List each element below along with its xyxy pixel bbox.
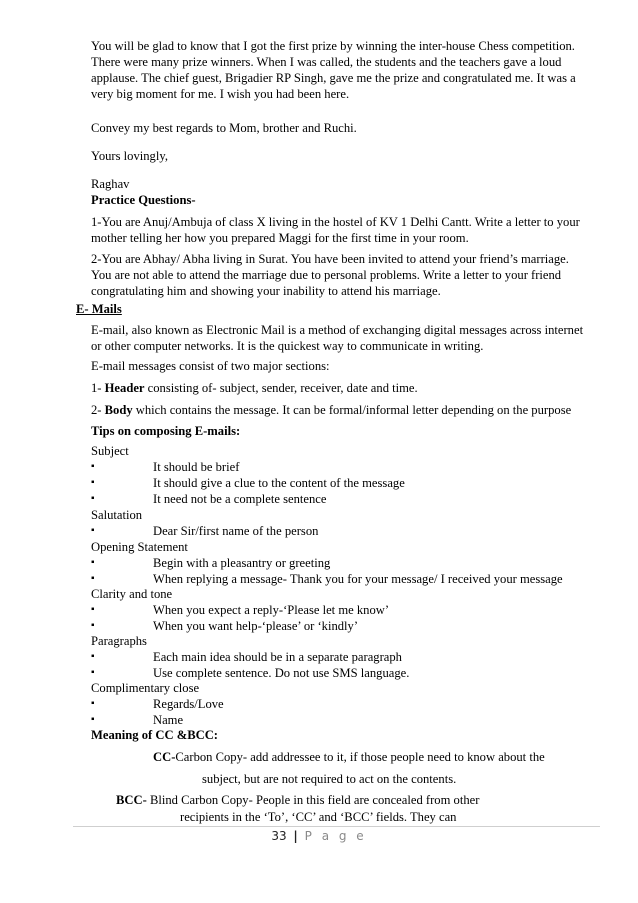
tip-item: Each main idea should be in a separate paragraph bbox=[153, 650, 402, 664]
bcc-definition-line: BCC- Blind Carbon Copy- People in this field are concealed from other bbox=[116, 793, 480, 807]
page-number: 33 bbox=[271, 829, 287, 843]
page-footer bbox=[0, 829, 638, 843]
practice-question-line: 2-You are Abhay/ Abha living in Surat. You have been invited to attend your friend’s marriage. bbox=[91, 252, 569, 266]
square-bullet-icon: ▪ bbox=[91, 667, 95, 678]
square-bullet-icon: ▪ bbox=[91, 461, 95, 472]
emails-intro-line: or other computer networks. It is the quickest way to communicate in writing. bbox=[91, 339, 484, 353]
letter-regards: Convey my best regards to Mom, brother and Ruchi. bbox=[91, 121, 357, 135]
cc-definition-line: CC-Carbon Copy- add addressee to it, if those people need to know about the bbox=[153, 750, 545, 764]
letter-closing: Yours lovingly, bbox=[91, 149, 168, 163]
tip-group-title: Salutation bbox=[91, 508, 143, 522]
tip-item: It should give a clue to the content of the message bbox=[153, 476, 405, 490]
footer-separator: | bbox=[293, 829, 298, 843]
square-bullet-icon: ▪ bbox=[91, 493, 95, 504]
letter-paragraph-line: You will be glad to know that I got the first prize by winning the inter-house Chess competition. bbox=[91, 39, 575, 53]
tip-item: Dear Sir/first name of the person bbox=[153, 524, 319, 538]
page-label: P a g e bbox=[304, 829, 367, 843]
tip-item: When you expect a reply-‘Please let me know’ bbox=[153, 603, 390, 617]
tip-item: When you want help-‘please’ or ‘kindly’ bbox=[153, 619, 359, 633]
square-bullet-icon: ▪ bbox=[91, 477, 95, 488]
tip-item: When replying a message- Thank you for your message/ I received your message bbox=[153, 572, 563, 586]
letter-signature: Raghav bbox=[91, 177, 130, 191]
emails-body-line: 2- Body which contains the message. It can be formal/informal letter depending on the purpose bbox=[91, 403, 572, 417]
bcc-definition-line: recipients in the ‘To’, ‘CC’ and ‘BCC’ fields. They can bbox=[180, 810, 457, 824]
tip-group-title: Opening Statement bbox=[91, 540, 188, 554]
square-bullet-icon: ▪ bbox=[91, 525, 95, 536]
square-bullet-icon: ▪ bbox=[91, 698, 95, 709]
square-bullet-icon: ▪ bbox=[91, 557, 95, 568]
letter-paragraph-line: applause. The chief guest, Brigadier RP Singh, gave me the prize and congratulated me. It was a bbox=[91, 71, 576, 85]
square-bullet-icon: ▪ bbox=[91, 651, 95, 662]
emails-heading: E- Mails bbox=[76, 302, 122, 316]
cc-definition-line: subject, but are not required to act on the contents. bbox=[202, 772, 457, 786]
tip-group-title: Complimentary close bbox=[91, 681, 200, 695]
tip-item: Begin with a pleasantry or greeting bbox=[153, 556, 331, 570]
practice-heading: Practice Questions- bbox=[91, 193, 196, 207]
tip-item: Name bbox=[153, 713, 184, 727]
tip-item: Regards/Love bbox=[153, 697, 224, 711]
practice-question-line: congratulating him and showing your inability to attend his marriage. bbox=[91, 284, 441, 298]
square-bullet-icon: ▪ bbox=[91, 573, 95, 584]
practice-question-line: 1-You are Anuj/Ambuja of class X living in the hostel of KV 1 Delhi Cantt. Write a letter to your bbox=[91, 215, 580, 229]
emails-header-line: 1- Header consisting of- subject, sender, receiver, date and time. bbox=[91, 381, 418, 395]
square-bullet-icon: ▪ bbox=[91, 604, 95, 615]
tip-group-title: Paragraphs bbox=[91, 634, 147, 648]
footer-divider bbox=[73, 826, 600, 827]
tip-item: It should be brief bbox=[153, 460, 240, 474]
practice-question-line: mother telling her how you prepared Maggi for the first time in your room. bbox=[91, 231, 469, 245]
square-bullet-icon: ▪ bbox=[91, 714, 95, 725]
cc-bcc-heading: Meaning of CC &BCC: bbox=[91, 728, 218, 742]
tip-group-title: Subject bbox=[91, 444, 129, 458]
emails-intro-line: E-mail, also known as Electronic Mail is a method of exchanging digital messages across internet bbox=[91, 323, 584, 337]
square-bullet-icon: ▪ bbox=[91, 620, 95, 631]
tip-item: It need not be a complete sentence bbox=[153, 492, 327, 506]
letter-paragraph-line: very big moment for me. I wish you had been here. bbox=[91, 87, 350, 101]
tip-group-title: Clarity and tone bbox=[91, 587, 173, 601]
emails-sections-line: E-mail messages consist of two major sections: bbox=[91, 359, 330, 373]
tips-heading: Tips on composing E-mails: bbox=[91, 424, 241, 438]
practice-question-line: You are not able to attend the marriage due to personal problems. Write a letter to your friend bbox=[91, 268, 562, 282]
letter-paragraph-line: There were many prize winners. When I was called, the students and the teachers gave a loud bbox=[91, 55, 562, 69]
tip-item: Use complete sentence. Do not use SMS language. bbox=[153, 666, 410, 680]
